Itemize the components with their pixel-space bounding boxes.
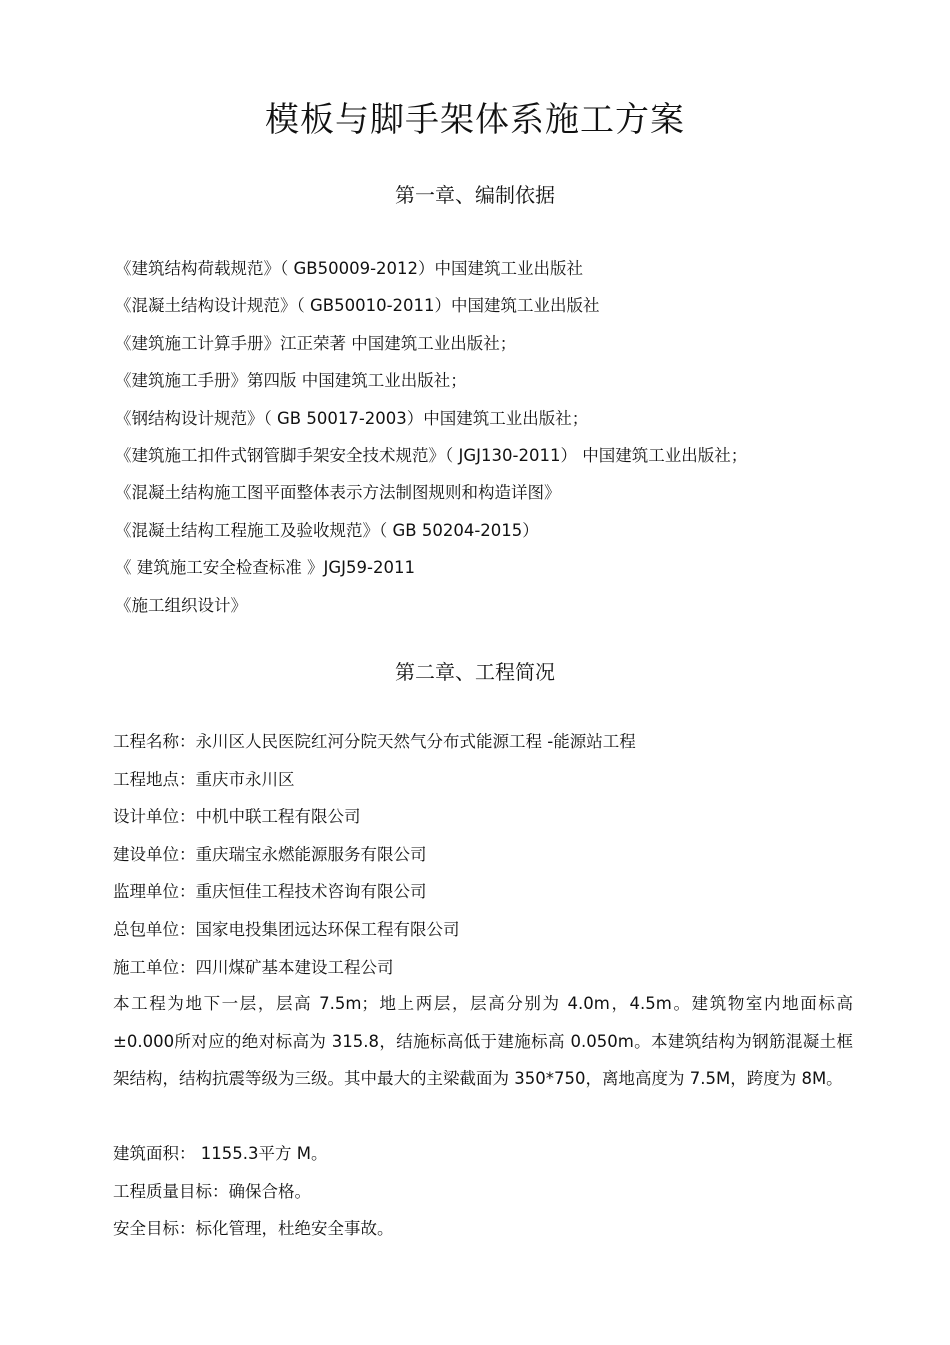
project-info-row: [113, 949, 853, 987]
project-info-row: [113, 723, 853, 761]
project-info-value: 中机中联工程有限公司: [195, 807, 361, 827]
reference-item: 《施工组织设计》: [115, 595, 247, 615]
project-info-value: 四川煤矿基本建设工程公司: [195, 957, 394, 977]
reference-item: 《混凝土结构施工图平面整体表示方法制图规则和构造详图》: [115, 483, 561, 503]
reference-item: 《建筑施工扣件式钢管脚手架安全技术规范》（ JGJ130-2011） 中国建筑工业出版社；: [115, 446, 748, 466]
document-title: 模板与脚手架体系施工方案: [265, 100, 685, 140]
project-info-value: 永川区人民医院红河分院天然气分布式能源工程 -能源站工程: [195, 732, 636, 751]
reference-item: 《 建筑施工安全检查标准 》JGJ59-2011: [115, 558, 415, 578]
reference-list: [115, 250, 915, 624]
project-info-label: 建设单位：: [113, 844, 196, 864]
reference-item: 《混凝土结构工程施工及验收规范》（ GB 50204-2015）: [115, 520, 539, 540]
project-info-value: 重庆市永川区: [195, 769, 295, 789]
chapter-2-heading: 第二章、工程简况: [395, 660, 555, 684]
project-info-list: [113, 723, 853, 986]
reference-item: 《钢结构设计规范》（ GB 50017-2003）中国建筑工业出版社；: [115, 408, 589, 428]
project-info-row: [113, 911, 853, 949]
summary-item: 安全目标：标化管理，杜绝安全事故。: [113, 1219, 394, 1239]
project-info-label: 监理单位：: [113, 882, 196, 902]
project-info-row: [113, 836, 853, 874]
project-summary-list: [113, 1135, 853, 1248]
project-info-label: 设计单位：: [113, 807, 196, 827]
project-info-row: [113, 761, 853, 799]
project-info-label: 总包单位：: [113, 919, 196, 939]
project-info-value: 重庆恒佳工程技术咨询有限公司: [195, 882, 427, 902]
project-info-value: 重庆瑞宝永燃能源服务有限公司: [195, 844, 427, 864]
chapter-1-heading: 第一章、编制依据: [395, 183, 555, 207]
project-description: 本工程为地下一层，层高 7.5m；地上两层，层高分别为 4.0m，4.5m。建筑物室内地面标高±0.000所对应的绝对标高为 315.8，结施标高低于建施标高 0.050m。本建筑结构为钢筋混凝土框架结构，结构抗震等级为三级。其中最大的主梁截面为 350*750，离地高度为 7.5M，跨度为 8M。: [113, 994, 853, 1089]
project-info-value: 国家电投集团远达环保工程有限公司: [195, 919, 460, 939]
reference-item: 《混凝土结构设计规范》（ GB50010-2011）中国建筑工业出版社: [115, 296, 600, 316]
project-info-row: [113, 873, 853, 911]
project-info-label: 工程地点：: [113, 769, 196, 789]
reference-item: 《建筑施工计算手册》江正荣著 中国建筑工业出版社；: [115, 333, 517, 353]
reference-item: 《建筑施工手册》第四版 中国建筑工业出版社；: [115, 371, 467, 391]
project-info-label: 工程名称：: [113, 732, 196, 751]
project-info-label: 施工单位：: [113, 957, 196, 977]
summary-item: 建筑面积： 1155.3平方 M。: [113, 1144, 328, 1163]
project-info-row: [113, 798, 853, 836]
summary-item: 工程质量目标：确保合格。: [113, 1181, 311, 1201]
reference-item: 《建筑结构荷载规范》（ GB50009-2012）中国建筑工业出版社: [115, 259, 584, 278]
